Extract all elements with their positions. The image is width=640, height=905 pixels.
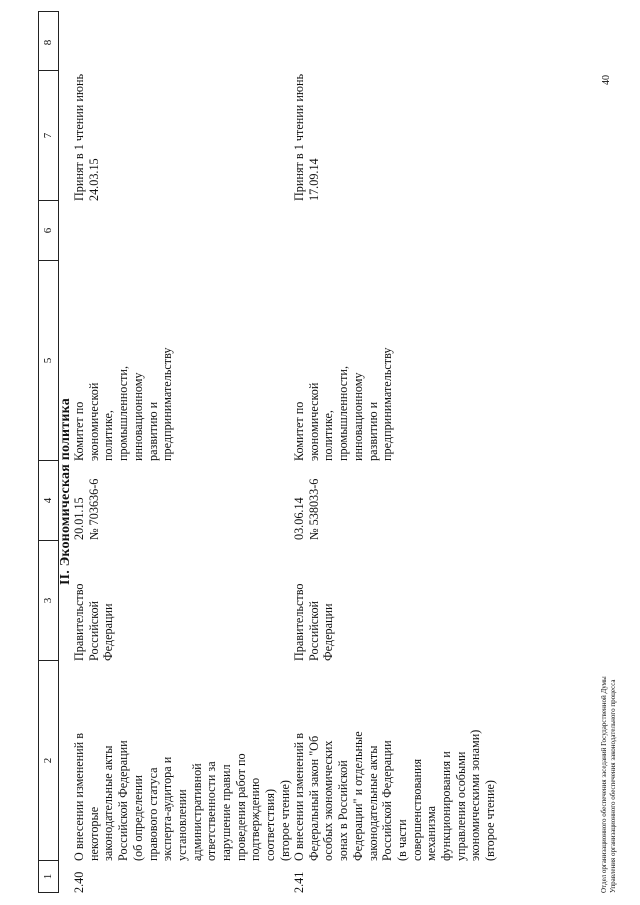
column-header-1: 1 <box>39 860 58 892</box>
bill-status: Принят в 1 чтении июнь 17.09.14 <box>292 73 321 201</box>
row-number: 2.41 <box>292 871 306 893</box>
bill-title: О внесении изменений в некоторые законодательные акты Российской Федерации (об определении правового статуса эксперта-аудитора и установлении административной ответственности за нарушение правил проведения работ по подтверждению соответствия) (второе чтение) <box>72 732 292 861</box>
bill-title: О внесении изменений в Федеральный закон "Об особых экономических зонах в Российской Федерации" и отдельные законодательные акты Российской Федерации (в части совершенствования механизма функционирования и управления особыми экономическими зонами) (второе чтение) <box>292 729 498 861</box>
page-number: 40 <box>601 75 612 85</box>
section-title: II. Экономическая политика <box>58 398 73 585</box>
bill-initiator: Правительство Российской Федерации <box>292 583 336 661</box>
column-header-2: 2 <box>39 660 58 860</box>
footer-line-1: Отдел организационного обеспечения заседаний Государственной Думы <box>600 676 608 893</box>
bill-status: Принят в 1 чтении июнь 24.03.15 <box>72 73 101 201</box>
bill-registration: 03.06.14 № 538033-6 <box>292 478 321 540</box>
row-number: 2.40 <box>72 871 86 893</box>
bill-initiator: Правительство Российской Федерации <box>72 583 116 661</box>
table-header <box>38 11 59 893</box>
column-header-3: 3 <box>39 540 58 660</box>
footer <box>600 676 617 893</box>
column-header-4: 4 <box>39 460 58 540</box>
column-header-8: 8 <box>42 39 54 46</box>
column-header-7: 7 <box>39 70 58 200</box>
column-header-5: 5 <box>39 260 58 460</box>
responsible-committee: Комитет по экономической политике, промышленности, инновационному развитию и предпринимательству <box>72 347 175 461</box>
column-header-6: 6 <box>39 200 58 260</box>
bill-registration: 20.01.15 № 703636-6 <box>72 478 101 540</box>
responsible-committee: Комитет по экономической политике, промышленности, инновационному развитию и предпринимательству <box>292 347 395 461</box>
footer-line-2: Управления организационного обеспечения законодательного процесса <box>608 679 617 893</box>
